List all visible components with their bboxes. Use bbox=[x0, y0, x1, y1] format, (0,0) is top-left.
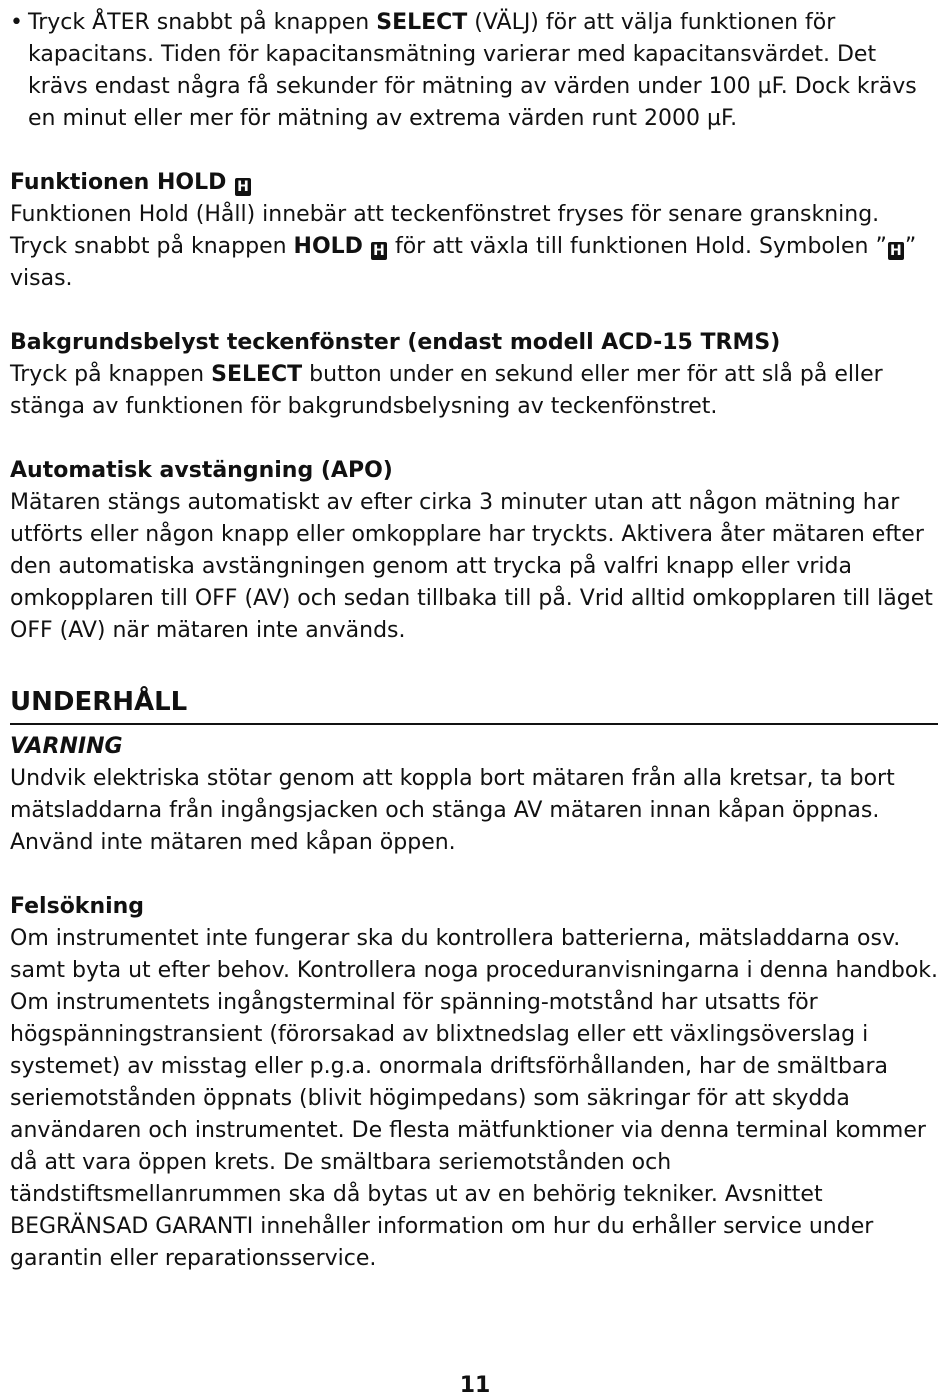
hold-h-icon: H bbox=[888, 242, 904, 260]
spacer bbox=[10, 135, 940, 167]
spacer bbox=[10, 859, 940, 891]
backlight-text-2: button under en sekund eller mer för att slå på eller stänga av funktionen för bakgrundsbelysning av teckenfönstret. bbox=[10, 362, 883, 419]
manual-page bbox=[10, 0, 940, 1275]
troubleshooting-heading: Felsökning bbox=[10, 894, 145, 919]
warning-label: VARNING bbox=[10, 734, 123, 759]
bullet-dot: • bbox=[10, 10, 23, 35]
hold-text-1: Funktionen Hold (Håll) innebär att teckenfönstret fryses för senare granskning. Tryck snabbt på knappen bbox=[10, 202, 880, 259]
select-keyword: SELECT bbox=[211, 362, 303, 387]
spacer bbox=[10, 295, 940, 327]
apo-heading: Automatisk avstängning (APO) bbox=[10, 458, 393, 483]
hold-text-3: ” visas. bbox=[10, 234, 917, 291]
hold-keyword: HOLD bbox=[293, 234, 363, 259]
hold-text-2: för att växla till funktionen Hold. Symbolen ” bbox=[387, 234, 887, 259]
spacer bbox=[10, 647, 940, 685]
backlight-heading: Bakgrundsbelyst teckenfönster (endast modell ACD-15 TRMS) bbox=[10, 330, 781, 355]
capacitance-bullet bbox=[10, 7, 940, 135]
backlight-paragraph bbox=[10, 359, 940, 423]
apo-paragraph: Mätaren stängs automatiskt av efter cirka 3 minuter utan att någon mätning har utförts eller någon knapp eller omkopplare har tryckts. Aktivera åter mätaren efter den automatiska avstängningen genom att trycka på valfri knapp eller vrida omkopplaren till OFF (AV) och sedan tillbaka till på. Vrid alltid omkopplaren till läget OFF (AV) när mätaren inte används. bbox=[10, 490, 933, 643]
bullet-text-2: (VÄLJ) för att välja funktionen för kapacitans. Tiden för kapacitansmätning varierar med kapacitansvärdet. Det krävs endast några få sekunder för mätning av värden under 100 µF. Dock krävs en minut eller mer för mätning av extrema värden runt 2000 µF. bbox=[28, 10, 917, 131]
warning-paragraph: Undvik elektriska stötar genom att koppla bort mätaren från alla kretsar, ta bort mätsladdarna från ingångsjacken och stänga AV mätaren innan kåpan öppnas. Använd inte mätaren med kåpan öppen. bbox=[10, 766, 895, 855]
backlight-text-1: Tryck på knappen bbox=[10, 362, 212, 387]
hold-h-icon: H bbox=[371, 242, 387, 260]
page-number: 11 bbox=[459, 1373, 491, 1398]
troubleshooting-paragraph: Om instrumentet inte fungerar ska du kontrollera batterierna, mätsladdarna osv. samt byta ut efter behov. Kontrollera noga proceduranvisningarna i denna handbok. Om instrumentets ingångsterminal för spänning-motstånd har utsatts för högspänningstransient (förorsakad av blixtnedslag eller ett växlingsöverslag i systemet) av misstag eller p.g.a. onormala driftsförhållanden, har de smältbara seriemotstånden öppnats (blivit högimpedans) som säkringar för att skydda användaren och instrumentet. De flesta mätfunktioner via denna terminal kommer då att vara öppen krets. De smältbara seriemotstånden och tändstiftsmellanrummen ska då bytas ut av en behörig tekniker. Avsnittet BEGRÄNSAD GARANTI innehåller information om hur du erhåller service under garantin eller reparationsservice. bbox=[10, 926, 939, 1271]
hold-paragraph bbox=[10, 199, 940, 295]
maintenance-heading: UNDERHÅLL bbox=[10, 685, 938, 725]
hold-h-icon: H bbox=[235, 178, 251, 196]
spacer bbox=[10, 423, 940, 455]
hold-heading-text: Funktionen HOLD bbox=[10, 170, 227, 195]
select-keyword: SELECT bbox=[376, 10, 468, 35]
bullet-text-1: Tryck ÅTER snabbt på knappen bbox=[28, 10, 377, 35]
hold-heading bbox=[10, 167, 940, 199]
